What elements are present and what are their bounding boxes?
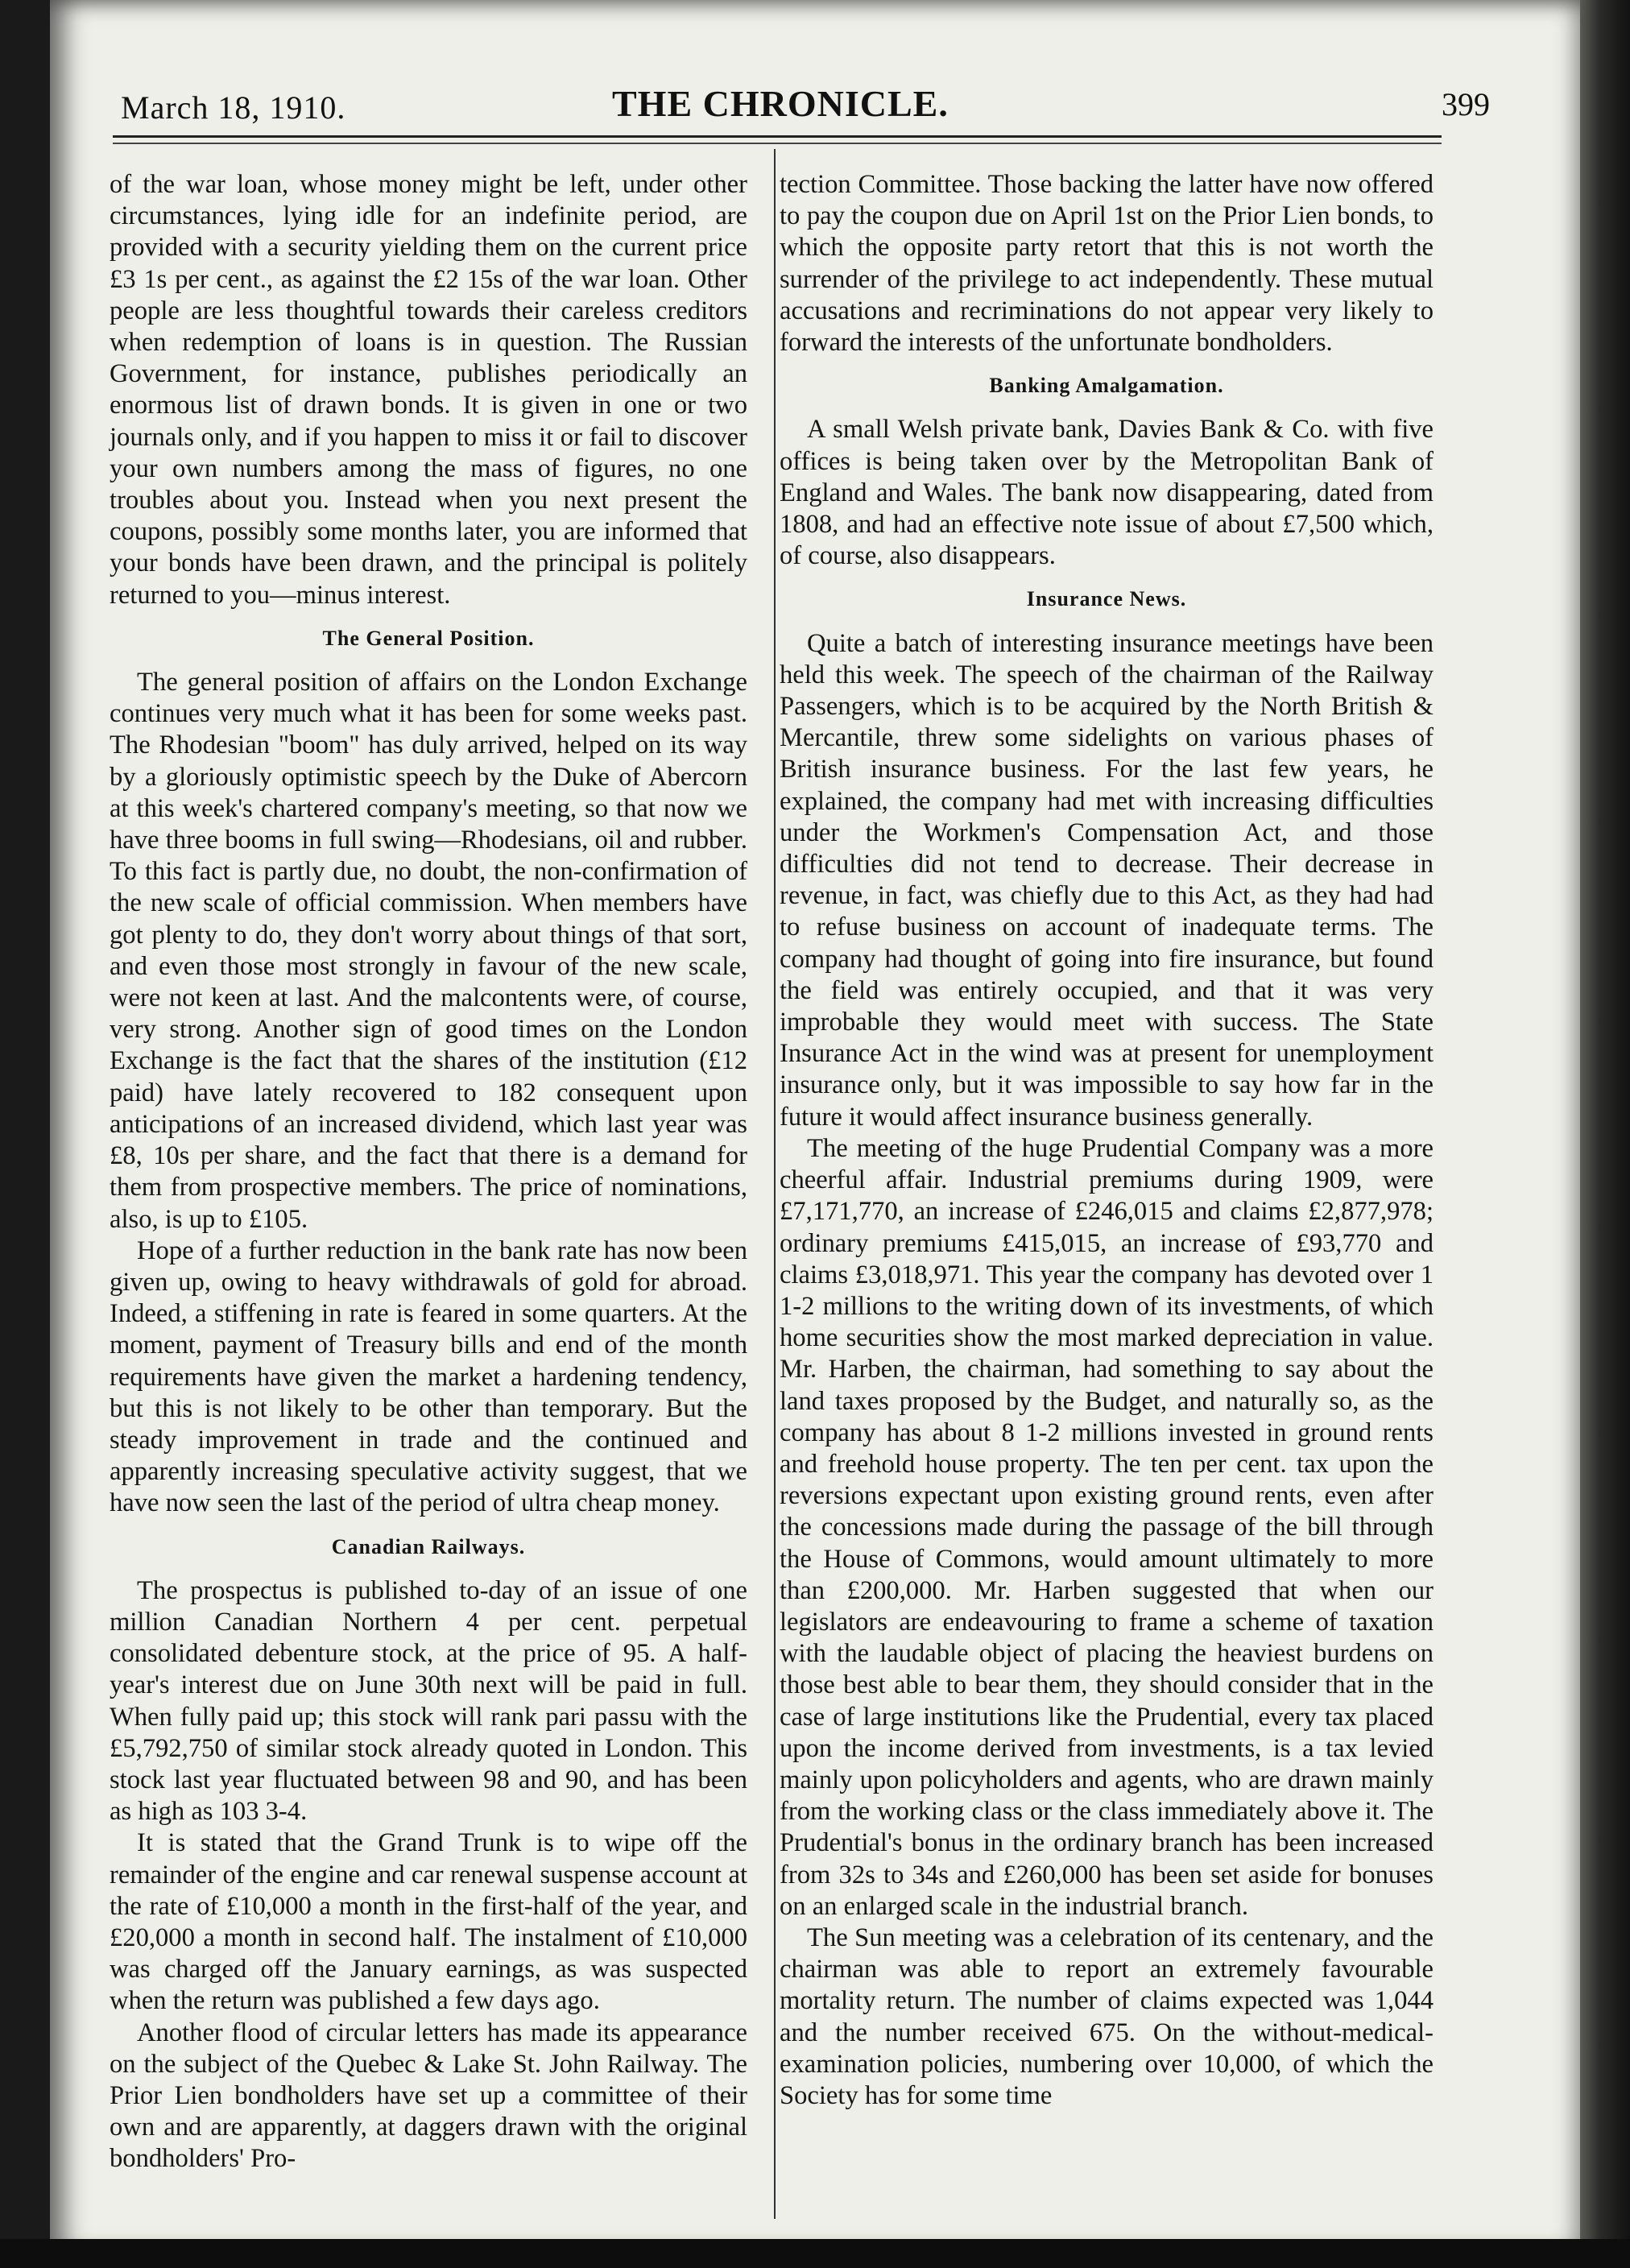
right-paragraph-5: The Sun meeting was a celebration of its centenary, and the chairman was able to report an extremely favourable mortality return. The number of claims expected was 1,044 and the number received 675. On the without-medical-examination policies, numbering over 10,000, of which the Society has for some time (780, 1922, 1433, 2110)
right-paragraph-3: Quite a batch of interesting insurance meetings have been held this week. The speech of the chairman of the Railway Passengers, which is to be acquired by the North British & Mercantile, threw some sidelights on various phases of British insurance business. For the last few years, he explained, the company had met with increasing difficulties under the Workmen's Compensation Act, and those difficulties did not tend to decrease. Their decrease in revenue, in fact, was chiefly due to this Act, as they had had to refuse business on account of inadequate terms. The company had thought of going into fire insurance, but found the field was entirely occupied, and that it was very improbable they would meet with success. The State Insurance Act in the wind was at present for unemployment insurance only, but it was impossible to say how far in the future it would affect insurance business generally. (780, 628, 1433, 1132)
left-paragraph-5: It is stated that the Grand Trunk is to wipe off the remainder of the engine and car renewal suspense account at the rate of £10,000 a month in the first-half of the year, and £20,000 a month in second half. The instalment of £10,000 was charged off the January earnings, as was suspected when the return was published a few days ago. (110, 1828, 747, 2016)
heading-general-position: The General Position. (322, 626, 535, 650)
page-header (121, 83, 1490, 137)
heading-canadian-railways: Canadian Railways. (331, 1534, 526, 1558)
heading-banking-amalgamation: Banking Amalgamation. (989, 374, 1224, 398)
left-column (110, 169, 747, 2175)
left-paragraph-4: The prospectus is published to-day of an issue of one million Canadian Northern 4 per cent. perpetual consolidated debenture stock, at the price of 95. A half-year's interest due on June 30th next will be paid in full. When fully paid up; this stock will rank pari passu with the £5,792,750 of similar stock already quoted in London. This stock last year fluctuated between 98 and 90, and has been as high as 103 3-4. (110, 1575, 747, 1827)
heading-insurance-news: Insurance News. (1026, 587, 1187, 611)
bottom-edge-shadow (0, 2239, 1630, 2268)
header-page-number: 399 (1442, 86, 1490, 122)
page-edge-shadow (1580, 0, 1630, 2268)
header-rule (113, 135, 1442, 144)
left-paragraph-2: The general position of affairs on the London Exchange continues very much what it has been for some weeks past. The Rhodesian "boom" has duly arrived, helped on its way by a gloriously optimistic speech by the Duke of Abercorn at this week's chartered company's meeting, so that now we have three booms in full swing—Rhodesians, oil and rubber. To this fact is partly due, no doubt, the non-confirmation of the new scale of official commission. When members have got plenty to do, they don't worry about things of that sort, and even those most strongly in favour of the new scale, were not keen at last. And the malcontents were, of course, very strong. Another sign of good times on the London Exchange is the fact that the shares of the institution (£12 paid) have lately recovered to 182 consequent upon anticipations of an increased dividend, which last year was £8, 10s per share, and the fact that there is a demand for them from prospective members. The price of nominations, also, is up to £105. (110, 668, 747, 1234)
right-paragraph-2: A small Welsh private bank, Davies Bank & Co. with five offices is being taken over by the Metropolitan Bank of England and Wales. The bank now disappearing, dated from 1808, and had an effective note issue of about £7,500 which, of course, also disappears. (780, 415, 1433, 571)
left-paragraph-6: Another flood of circular letters has made its appearance on the subject of the Quebec & Lake St. John Railway. The Prior Lien bondholders have set up a committee of their own and are apparently, at daggers drawn with the original bondholders' Pro- (110, 2018, 747, 2174)
left-paragraph-3: Hope of a further reduction in the bank rate has now been given up, owing to heavy withdrawals of gold for abroad. Indeed, a stiffening in rate is feared in some quarters. At the moment, payment of Treasury bills and end of the month requirements have given the market a hardening tendency, but this is not likely to be other than temporary. But the steady improvement in trade and the continued and apparently increasing speculative activity suggest, that we have now seen the last of the period of ultra cheap money. (110, 1235, 747, 1518)
right-paragraph-1: tection Committee. Those backing the latter have now offered to pay the coupon due on April 1st on the Prior Lien bonds, to which the opposite party retort that this is not worth the surrender of the privilege to act independently. These mutual accusations and recriminations do not appear very likely to forward the interests of the unfortunate bondholders. (780, 170, 1433, 358)
right-paragraph-4: The meeting of the huge Prudential Company was a more cheerful affair. Industrial premiums during 1909, were £7,171,770, an increase of £246,015 and claims £2,877,978; ordinary premiums £415,015, an increase of £93,770 and claims £3,018,971. This year the company has devoted over 1 1-2 millions to the writing down of its investments, of which home securities show the most marked depreciation in value. Mr. Harben, the chairman, had something to say about the land taxes proposed by the Budget, and naturally so, as the company has about 8 1-2 millions invested in ground rents and freehold house property. The ten per cent. tax upon the reversions expectant upon existing ground rents, even after the concessions made during the passage of the bill through the House of Commons, would amount ultimately to more than £200,000. Mr. Harben suggested that when our legislators are endeavouring to frame a scheme of taxation with the laudable object of placing the heaviest burdens on those best able to bear them, they should consider that in the case of large institutions like the Prudential, every tax placed upon the income derived from investments, is a tax levied mainly upon policyholders and agents, who are drawn mainly from the working class or the class immediately above it. The Prudential's bonus in the ordinary branch has been increased from 32s to 34s and £260,000 has been set aside for bonuses on an enlarged scale in the industrial branch. (780, 1133, 1433, 1921)
header-title: THE CHRONICLE. (612, 83, 949, 124)
header-date: March 18, 1910. (121, 89, 346, 126)
column-divider (774, 149, 776, 2219)
right-column (780, 169, 1433, 2112)
left-paragraph-1: of the war loan, whose money might be left, under other circumstances, lying idle for an indefinite period, are provided with a security yielding them on the current price £3 1s per cent., as against the £2 15s of the war loan. Other people are less thoughtful towards their careless creditors when redemption of loans is in question. The Russian Government, for instance, publishes periodically an enormous list of drawn bonds. It is given in one or two journals only, and if you happen to miss it or fail to discover your own numbers among the mass of figures, no one troubles about you. Instead when you next present the coupons, possibly some months later, you are informed that your bonds have been drawn, and the principal is politely returned to you—minus interest. (110, 170, 747, 610)
